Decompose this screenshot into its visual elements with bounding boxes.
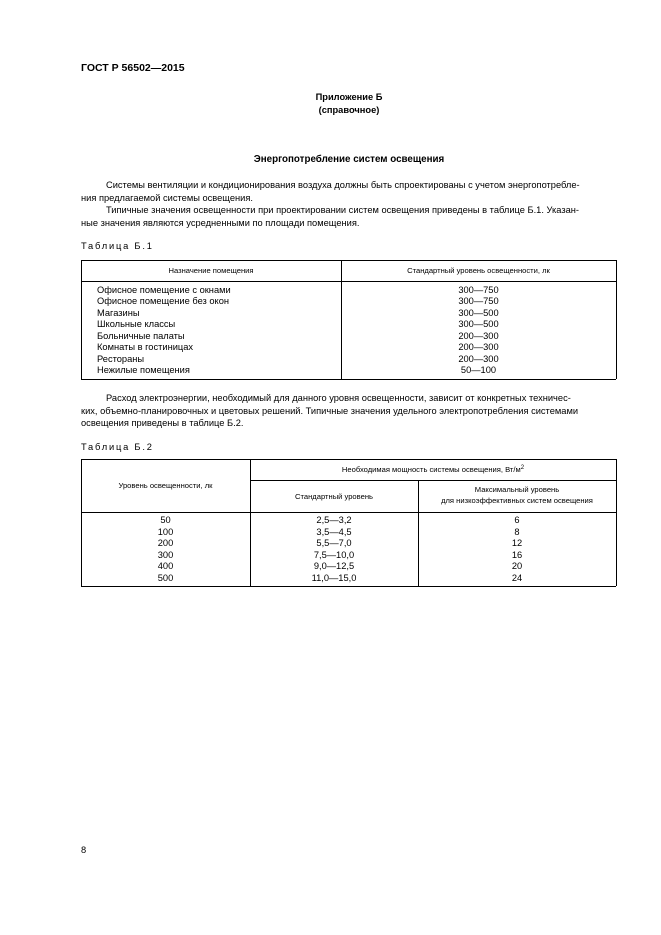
table-2-header-max-line-2: для низкоэффективных систем освещения bbox=[441, 496, 593, 505]
table-2-header-max-line-1: Максимальный уровень bbox=[474, 485, 560, 494]
table-2-caption: Таблица Б.2 bbox=[81, 442, 154, 452]
table-1-header-room: Назначение помещения bbox=[168, 266, 254, 275]
table-2-header-level: Уровень освещенности, лк bbox=[118, 481, 213, 490]
table-2-standard: 5,5—7,0 bbox=[316, 538, 352, 548]
table-1-room: Больничные палаты bbox=[97, 330, 185, 341]
table-1-level: 300—500 bbox=[458, 307, 499, 318]
table-2-max: 20 bbox=[511, 561, 523, 571]
table-2-level: 400 bbox=[157, 561, 174, 571]
table-1-room: Рестораны bbox=[97, 353, 145, 364]
table-2-max: 6 bbox=[514, 515, 520, 525]
appendix-title: Приложение Б bbox=[315, 92, 383, 102]
table-1-level: 50—100 bbox=[460, 365, 497, 375]
paragraph-1-line-1: Системы вентиляции и кондиционирования воздуха должны быть спроектированы с учетом энергопотребле- bbox=[106, 180, 580, 190]
table-2-level: 200 bbox=[157, 538, 174, 548]
table-1-room: Офисное помещение без окон bbox=[97, 296, 230, 306]
table-1-header-level: Стандартный уровень освещенности, лк bbox=[407, 266, 550, 275]
table-1-level: 200—300 bbox=[458, 330, 499, 341]
appendix-subtitle: (справочное) bbox=[318, 105, 380, 115]
table-1-level: 300—500 bbox=[458, 319, 499, 329]
paragraph-3-line-2: ких, объемно-планировочных и цветовых решений. Типичные значения удельного электропотребления системами bbox=[81, 405, 579, 416]
table-2-standard: 11,0—15,0 bbox=[311, 572, 357, 583]
paragraph-1-line-2: ния предлагаемой системы освещения. bbox=[81, 193, 253, 203]
table-1-level: 300—750 bbox=[458, 296, 499, 306]
table-2-level: 500 bbox=[157, 572, 174, 583]
table-2-max: 16 bbox=[511, 549, 523, 560]
document-id: ГОСТ Р 56502—2015 bbox=[81, 62, 185, 74]
table-1-level: 300—750 bbox=[458, 285, 499, 295]
paragraph-2-line-2: ные значения являются усредненными по площади помещения. bbox=[81, 218, 360, 228]
table-2-standard: 2,5—3,2 bbox=[316, 515, 352, 525]
table-1-room: Офисное помещение с окнами bbox=[97, 285, 231, 295]
table-2-standard: 7,5—10,0 bbox=[313, 549, 355, 560]
table-1-caption: Таблица Б.1 bbox=[81, 241, 154, 251]
table-2-standard: 3,5—4,5 bbox=[316, 526, 352, 537]
paragraph-3-line-1: Расход электроэнергии, необходимый для данного уровня освещенности, зависит от конкретных техничес- bbox=[106, 393, 571, 403]
table-1-room: Магазины bbox=[97, 307, 140, 318]
table-1-level: 200—300 bbox=[458, 342, 499, 352]
table-2-standard: 9,0—12,5 bbox=[313, 561, 355, 571]
paragraph-2-line-1: Типичные значения освещенности при проектировании систем освещения приведены в таблице Б.1. Указан- bbox=[106, 205, 580, 215]
table-1-room: Нежилые помещения bbox=[97, 365, 190, 375]
table-2-level: 300 bbox=[157, 549, 174, 560]
paragraph-3-line-3: освещения приведены в таблице Б.2. bbox=[81, 418, 244, 428]
table-2-level: 50 bbox=[160, 515, 171, 525]
section-title: Энергопотребление систем освещения bbox=[253, 154, 445, 165]
table-2-header-power: Необходимая мощность системы освещения, $Вт/м^2$ bbox=[341, 465, 525, 474]
page-number: 8 bbox=[81, 845, 87, 855]
table-2-level: 100 bbox=[157, 526, 174, 537]
table-1-room: Школьные классы bbox=[97, 319, 176, 329]
table-2-max: 12 bbox=[511, 538, 523, 548]
table-2-max: 8 bbox=[514, 526, 520, 537]
table-1-level: 200—300 bbox=[458, 353, 499, 364]
table-2-max: 24 bbox=[511, 572, 523, 583]
table-1-room: Комнаты в гостиницах bbox=[97, 342, 194, 352]
table-2-header-standard: Стандартный уровень bbox=[295, 492, 373, 501]
